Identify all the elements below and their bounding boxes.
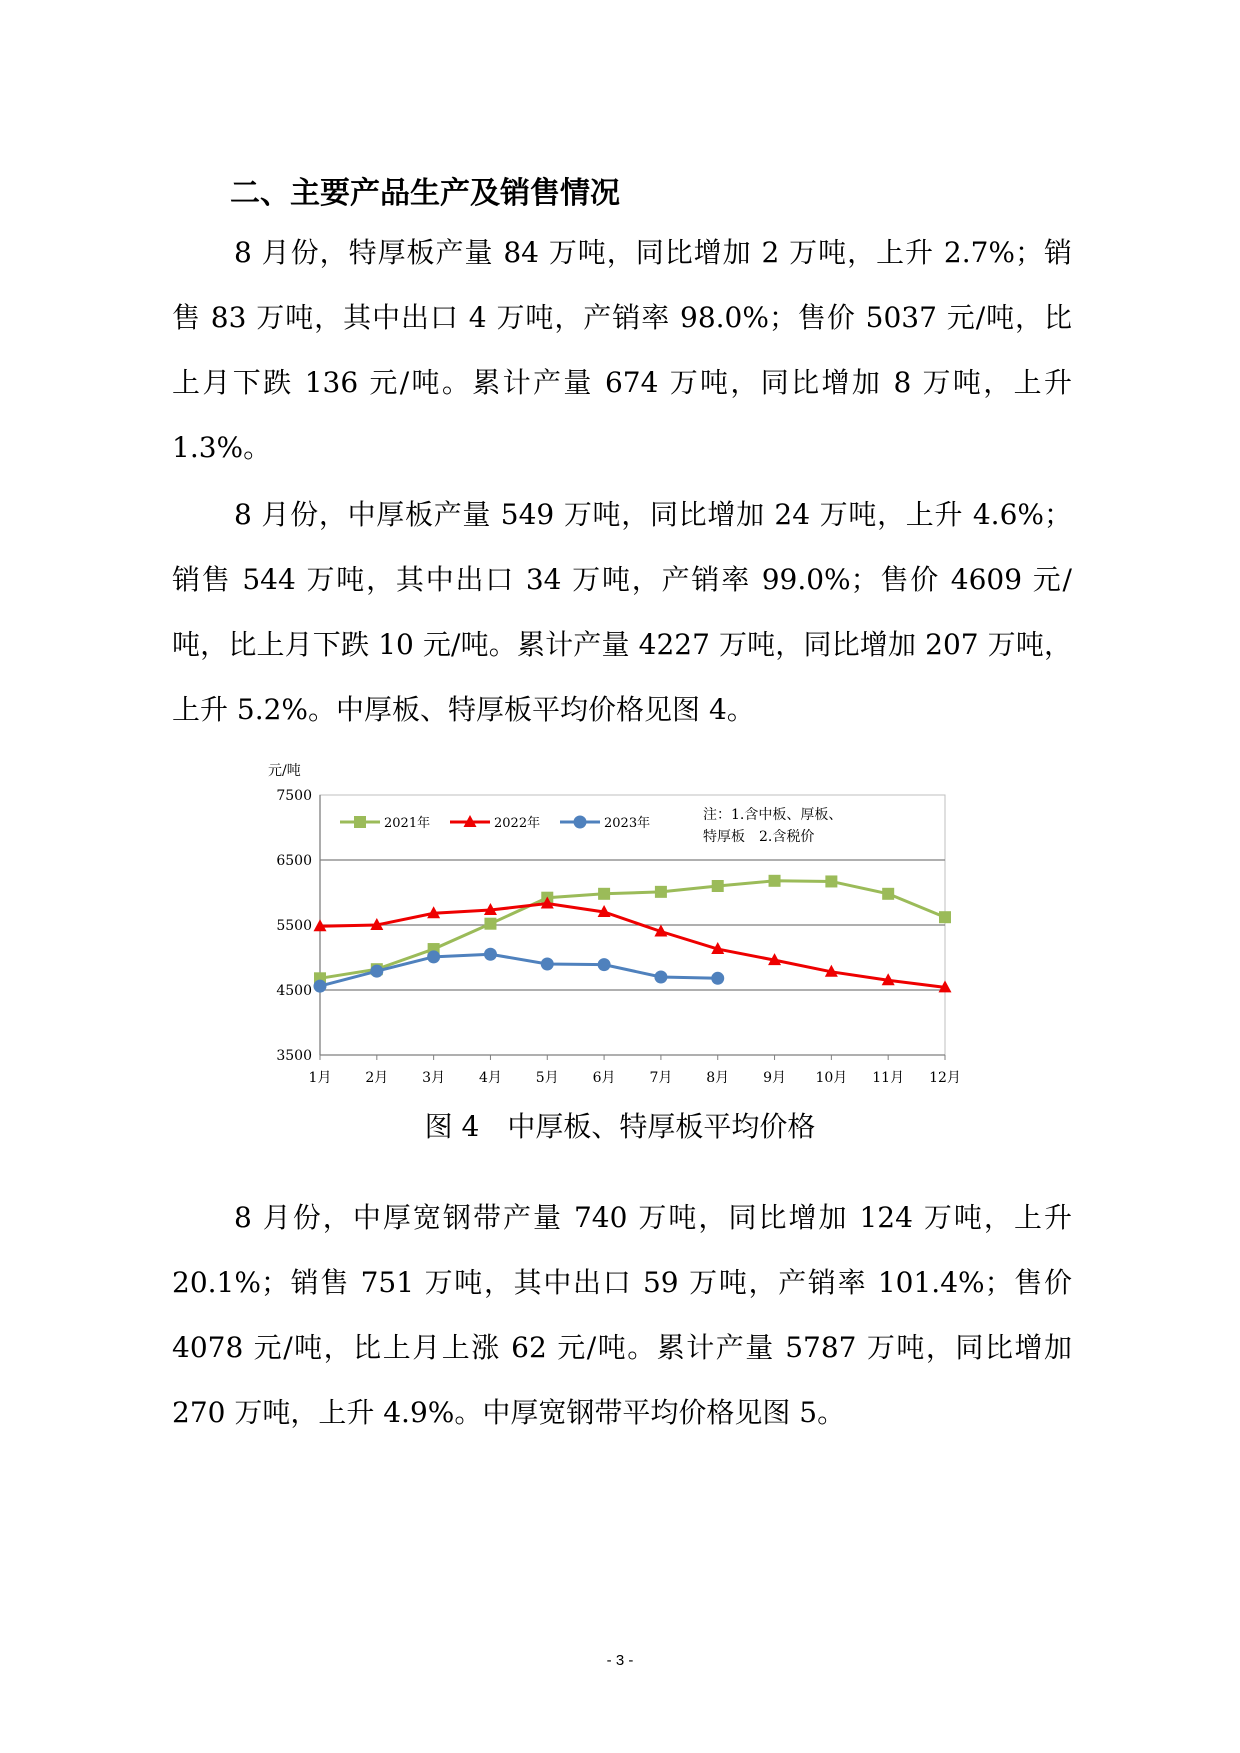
data-point-2023年 xyxy=(711,972,724,985)
x-tick-label: 11月 xyxy=(872,1070,905,1086)
data-point-2021年 xyxy=(825,875,837,887)
data-point-2023年 xyxy=(484,948,497,961)
figure-caption: 图 4 中厚板、特厚板平均价格 xyxy=(424,1110,816,1143)
data-point-2021年 xyxy=(939,911,951,923)
x-tick-label: 6月 xyxy=(592,1070,616,1086)
legend-marker-2023年 xyxy=(574,816,587,829)
data-point-2023年 xyxy=(598,958,611,971)
y-tick-label: 3500 xyxy=(276,1048,312,1064)
legend-label: 2023年 xyxy=(604,816,651,831)
data-point-2021年 xyxy=(655,886,667,898)
y-axis-unit-label: 元/吨 xyxy=(268,763,301,779)
price-line-chart xyxy=(255,750,985,1090)
legend-label: 2022年 xyxy=(494,816,541,831)
paragraph-wide-strip: 8 月份，中厚宽钢带产量 740 万吨，同比增加 124 万吨，上升 20.1%；销售 751 万吨，其中出口 59 万吨，产销率 101.4%；售价 4078 元/吨，比上月上涨 62 元/吨。累计产量 5787 万吨，同比增加 270 万吨，上升 4.9%。中厚宽钢带平均价格见图 5。 xyxy=(172,1201,1072,1429)
data-point-2023年 xyxy=(654,971,667,984)
paragraph-medium-thick-plate: 8 月份，中厚板产量 549 万吨，同比增加 24 万吨，上升 4.6%；销售 544 万吨，其中出口 34 万吨，产销率 99.0%；售价 4609 元/吨，比上月下跌 10 元/吨。累计产量 4227 万吨，同比增加 207 万吨，上升 5.2%。中厚板、特厚板平均价格见图 4。 xyxy=(172,498,1072,726)
y-tick-label: 6500 xyxy=(276,853,312,869)
data-point-2021年 xyxy=(882,888,894,900)
series-line-2022年 xyxy=(320,904,945,988)
chart-note-line1: 注：1.含中板、厚板、 xyxy=(703,807,843,823)
y-tick-label: 7500 xyxy=(276,788,312,804)
section-heading: 二、主要产品生产及销售情况 xyxy=(230,176,620,211)
data-point-2021年 xyxy=(598,888,610,900)
legend-marker-2021年 xyxy=(354,816,366,828)
x-tick-label: 10月 xyxy=(815,1070,848,1086)
paragraph-extra-thick-plate: 8 月份，特厚板产量 84 万吨，同比增加 2 万吨，上升 2.7%；销售 83 万吨，其中出口 4 万吨，产销率 98.0%；售价 5037 元/吨，比上月下跌 136 元/吨。累计产量 674 万吨，同比增加 8 万吨，上升 1.3%。 xyxy=(172,236,1072,464)
data-point-2023年 xyxy=(541,958,554,971)
x-tick-label: 7月 xyxy=(649,1070,673,1086)
data-point-2023年 xyxy=(427,950,440,963)
x-tick-label: 4月 xyxy=(478,1070,502,1086)
x-tick-label: 1月 xyxy=(308,1070,332,1086)
data-point-2021年 xyxy=(769,875,781,887)
x-tick-label: 12月 xyxy=(929,1070,961,1086)
series-line-2021年 xyxy=(320,881,945,979)
x-tick-label: 5月 xyxy=(535,1070,559,1086)
x-tick-label: 9月 xyxy=(763,1070,787,1086)
data-point-2023年 xyxy=(370,965,383,978)
page-number: - 3 - xyxy=(606,1652,634,1669)
x-tick-label: 8月 xyxy=(706,1070,730,1086)
chart-note-line2: 特厚板 2.含税价 xyxy=(703,829,815,845)
x-tick-label: 3月 xyxy=(422,1070,446,1086)
x-tick-label: 2月 xyxy=(365,1070,389,1086)
y-tick-label: 4500 xyxy=(276,983,312,999)
data-point-2021年 xyxy=(712,880,724,892)
data-point-2021年 xyxy=(484,918,496,930)
legend-label: 2021年 xyxy=(384,816,431,831)
y-tick-label: 5500 xyxy=(276,918,312,934)
data-point-2023年 xyxy=(314,980,327,993)
